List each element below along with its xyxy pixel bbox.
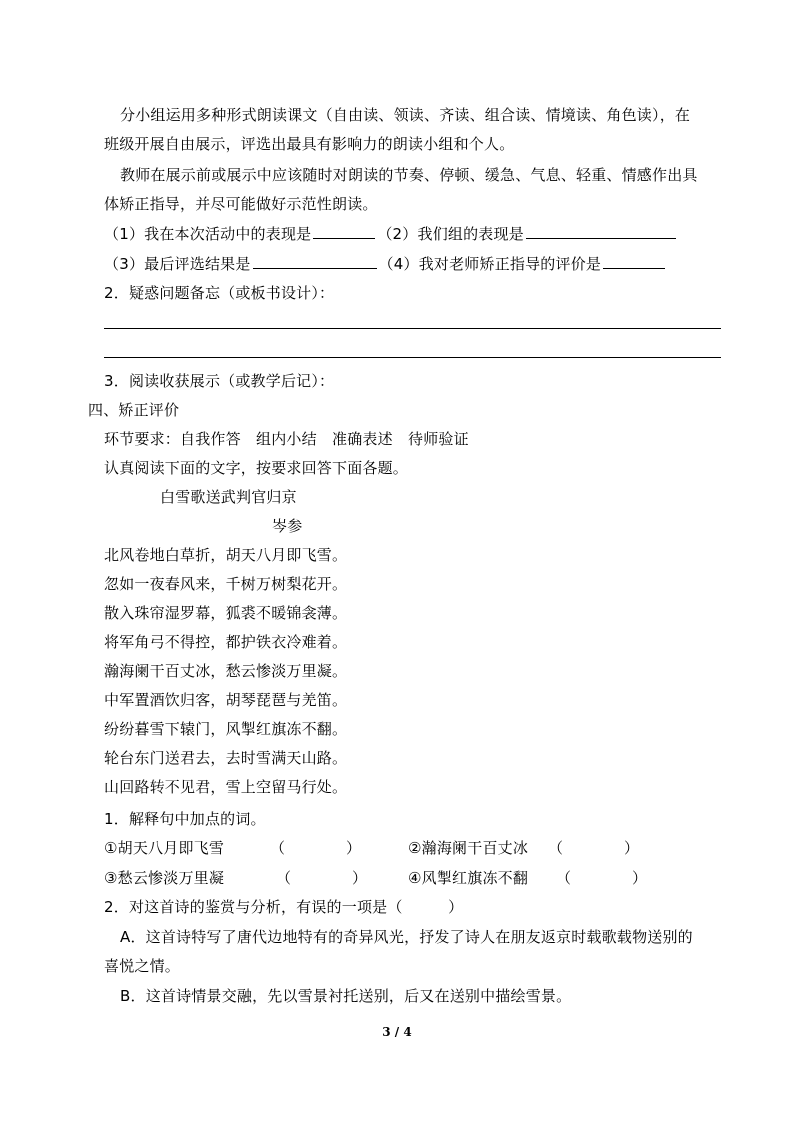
option-a-line-2: 喜悦之情。	[104, 957, 181, 975]
poem-author: 岑参	[272, 517, 303, 535]
paragraph-2-line-2: 体矫正指导，并尽可能做好示范性朗读。	[104, 195, 378, 213]
paragraph-2-line-1: 教师在展示前或展示中应该随时对朗读的节奏、停顿、缓急、气息、轻重、情感作出具	[120, 166, 698, 184]
explain-item-1: ①胡天八月即飞雪	[104, 839, 225, 857]
answer-blank-2[interactable]	[526, 224, 676, 239]
explain-answer-paren-3[interactable]: （ ）	[276, 869, 368, 887]
explain-item-3: ③愁云惨淡万里凝	[104, 869, 225, 887]
poem-line-2: 忽如一夜春风来，千树万树梨花开。	[104, 575, 348, 593]
question-1-row-2	[104, 254, 667, 274]
item-3-heading: 3．阅读收获展示（或教学后记）：	[104, 372, 335, 390]
poem-line-5: 瀚海阑干百丈冰，愁云惨淡万里凝。	[104, 662, 348, 680]
paragraph-1-line-2: 班级开展自由展示，评选出最具有影响力的朗读小组和个人。	[104, 135, 515, 153]
question-explain-heading: 1．解释句中加点的词。	[104, 810, 266, 828]
requirement-line: 环节要求：自我作答 组内小结 准确表述 待师验证	[104, 430, 469, 448]
explain-answer-paren-1[interactable]: （ ）	[270, 839, 362, 857]
poem-line-7: 纷纷暮雪下辕门，风掣红旗冻不翻。	[104, 720, 348, 738]
question-1-row-1	[104, 224, 678, 244]
poem-title: 白雪歌送武判官归京	[160, 488, 297, 506]
poem-line-1: 北风卷地白草折，胡天八月即飞雪。	[104, 546, 348, 564]
answer-blank-3[interactable]	[253, 254, 377, 269]
writing-line-1[interactable]	[104, 328, 721, 329]
answer-blank-4[interactable]	[603, 254, 665, 269]
paragraph-1-line-1: 分小组运用多种形式朗读课文（自由读、领读、齐读、组合读、情境读、角色读），在	[120, 106, 691, 124]
question-1-item-4: （4）我对老师矫正指导的评价是	[378, 255, 602, 273]
question-1-item-3: （3）最后评选结果是	[104, 255, 251, 273]
poem-line-3: 散入珠帘湿罗幕，狐裘不暖锦衾薄。	[104, 604, 348, 622]
question-analysis-heading: 2．对这首诗的鉴赏与分析，有误的一项是（ ）	[104, 898, 464, 916]
explain-answer-paren-2[interactable]: （ ）	[548, 839, 640, 857]
question-1-item-2: （2）我们组的表现是	[377, 225, 524, 243]
explain-item-2: ②瀚海阑干百丈冰	[408, 839, 529, 857]
option-b: B．这首诗情景交融，先以雪景衬托送别，后又在送别中描绘雪景。	[120, 987, 572, 1005]
answer-blank-1[interactable]	[313, 224, 375, 239]
poem-line-6: 中军置酒饮归客，胡琴琵琶与羌笛。	[104, 691, 348, 709]
poem-line-8: 轮台东门送君去，去时雪满天山路。	[104, 749, 348, 767]
poem-line-4: 将军角弓不得控，都护铁衣冷难着。	[104, 633, 348, 651]
section-4-heading: 四、矫正评价	[88, 401, 180, 419]
explain-item-4: ④风掣红旗冻不翻	[408, 869, 529, 887]
explain-answer-paren-4[interactable]: （ ）	[556, 869, 648, 887]
instruction-line: 认真阅读下面的文字，按要求回答下面各题。	[104, 459, 409, 477]
question-1-item-1: （1）我在本次活动中的表现是	[104, 225, 312, 243]
poem-line-9: 山回路转不见君，雪上空留马行处。	[104, 778, 348, 796]
item-2-heading: 2．疑惑问题备忘（或板书设计）：	[104, 284, 335, 302]
option-a-line-1: A．这首诗特写了唐代边地特有的奇异风光，抒发了诗人在朋友返京时载歌载物送别的	[120, 928, 693, 946]
page-number: 3 / 4	[382, 1025, 412, 1039]
writing-line-2[interactable]	[104, 357, 721, 358]
